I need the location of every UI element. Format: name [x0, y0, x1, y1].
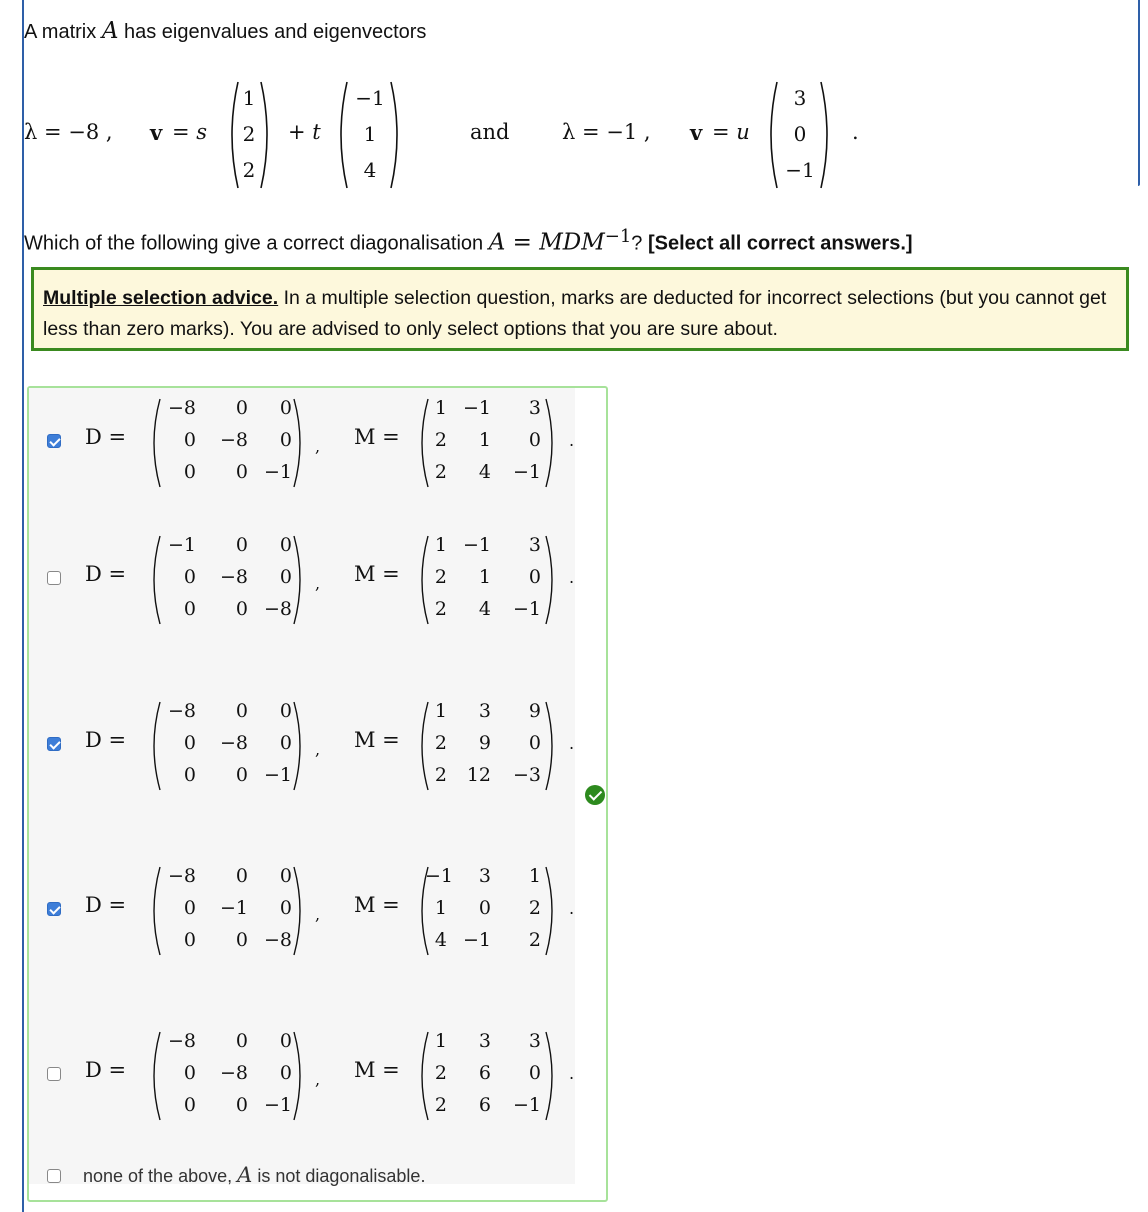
question-text: Which of the following give a correct diagonalisation $A = MDM^{-1}$? [Select all correct answers.] [24, 226, 913, 256]
checkbox-option-4[interactable] [47, 902, 61, 916]
and-word: and [470, 120, 510, 144]
v-first: v [150, 120, 163, 145]
d-matrix: −8 0 0 0 −8 0 0 0 −1 [167, 1030, 292, 1116]
option-5[interactable]: D = −8 0 0 0 −8 0 0 0 −1 , M = 1 3 3 2 6 0 2 6 −1 . [29, 1030, 575, 1140]
vec1: 1 2 2 [242, 86, 256, 182]
right-paren [543, 865, 559, 957]
d-label: D = [85, 562, 127, 586]
right-paren [291, 397, 307, 489]
correct-check-icon [585, 785, 605, 805]
right-paren [291, 534, 307, 626]
left-paren [147, 865, 163, 957]
vec2: −1 1 4 [355, 86, 385, 182]
d-label: D = [85, 893, 127, 917]
m-matrix: −1 3 1 1 0 2 4 −1 2 [425, 865, 541, 951]
multiple-selection-advice [31, 267, 1129, 351]
m-matrix: 1 3 9 2 9 0 2 12 −3 [434, 700, 541, 786]
right-paren [291, 700, 307, 792]
m-label: M = [354, 728, 400, 752]
m-label: M = [354, 562, 400, 586]
right-paren-vec3 [818, 80, 834, 190]
d-label: D = [85, 425, 127, 449]
m-label: M = [354, 1058, 400, 1082]
left-paren-vec3 [764, 80, 780, 190]
left-paren [147, 1030, 163, 1122]
checkbox-option-5[interactable] [47, 1067, 61, 1081]
v-second: v [690, 120, 703, 145]
right-paren [543, 534, 559, 626]
right-paren [291, 865, 307, 957]
right-paren-vec2 [388, 80, 404, 190]
option-3[interactable]: D = −8 0 0 0 −8 0 0 0 −1 , M = 1 3 9 2 9 0 2 12 −3 . [29, 700, 575, 810]
left-paren [147, 700, 163, 792]
advice-body: In a multiple selection question, marks are deducted for incorrect selections (but you cannot get less than zero marks). You are advised to only select options that you are sure about. [43, 287, 1107, 340]
option-none[interactable] [29, 1160, 575, 1190]
checkbox-option-1[interactable] [47, 434, 61, 448]
d-matrix: −1 0 0 0 −8 0 0 0 −8 [167, 534, 292, 620]
left-paren [147, 397, 163, 489]
right-paren [291, 1030, 307, 1122]
m-matrix: 1 3 3 2 6 0 2 6 −1 [434, 1030, 541, 1116]
m-matrix: 1 −1 3 2 1 0 2 4 −1 [434, 534, 541, 620]
option-2[interactable]: D = −1 0 0 0 −8 0 0 0 −8 , M = 1 −1 3 2 1 0 2 4 −1 . [29, 534, 575, 644]
left-paren-vec2 [334, 80, 350, 190]
advice-title: Multiple selection advice. [43, 287, 279, 309]
right-paren [543, 397, 559, 489]
checkbox-none[interactable] [47, 1169, 61, 1183]
m-matrix: 1 −1 3 2 1 0 2 4 −1 [434, 397, 541, 483]
d-matrix: −8 0 0 0 −1 0 0 0 −8 [167, 865, 292, 951]
d-matrix: −8 0 0 0 −8 0 0 0 −1 [167, 700, 292, 786]
checkbox-option-2[interactable] [47, 571, 61, 585]
lambda-first: λ = −8 , [24, 120, 113, 144]
intro-text: A matrix A has eigenvalues and eigenvectors [24, 18, 427, 44]
option-4[interactable]: D = −8 0 0 0 −1 0 0 0 −8 , M = −1 3 1 1 0 2 4 −1 2 . [29, 865, 575, 975]
checkbox-option-3[interactable] [47, 737, 61, 751]
right-paren-vec1 [258, 80, 274, 190]
vec3: 3 0 −1 [785, 86, 815, 182]
d-label: D = [85, 1058, 127, 1082]
option-none-label: none of the above, A is not diagonalisable. [83, 1163, 426, 1187]
m-label: M = [354, 425, 400, 449]
right-paren [543, 700, 559, 792]
left-paren-vec1 [225, 80, 241, 190]
d-matrix: −8 0 0 0 −8 0 0 0 −1 [167, 397, 292, 483]
right-paren [543, 1030, 559, 1122]
d-label: D = [85, 728, 127, 752]
option-1[interactable]: D = −8 0 0 0 −8 0 0 0 −1 , M = 1 −1 3 2 1 0 2 4 −1 . [29, 397, 575, 507]
lambda-second: λ = −1 , [562, 120, 651, 144]
eigen-statement: λ = −8 , v = s 1 2 2 + t −1 1 4 and λ = −1 , v = u 3 0 −1 . [0, 80, 1148, 190]
left-paren [147, 534, 163, 626]
m-label: M = [354, 893, 400, 917]
